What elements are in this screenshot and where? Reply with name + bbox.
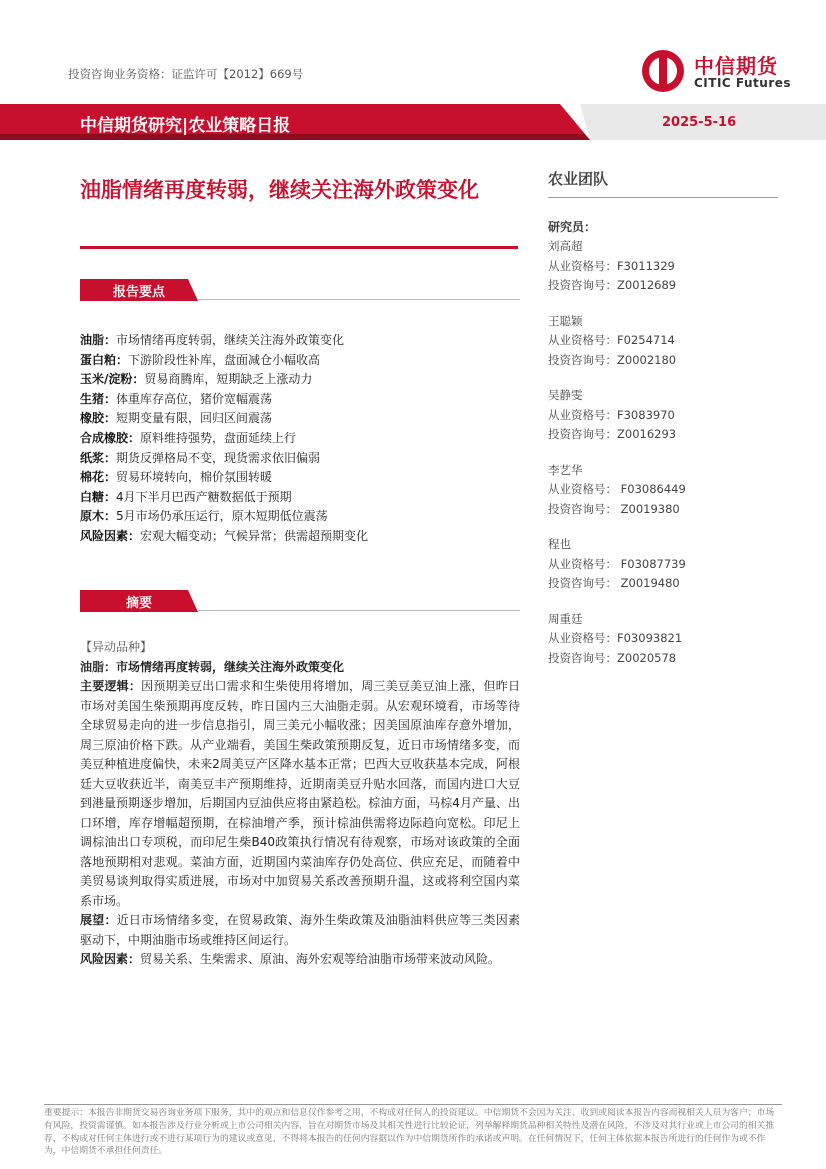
section-summary — [80, 590, 520, 612]
report-date: 2025-5-16 — [662, 115, 737, 130]
team-name: 农业团队 — [548, 170, 609, 188]
key-point-category: 蛋白粕： — [80, 352, 129, 367]
key-point-category: 生猪： — [80, 391, 117, 406]
summary-outlook — [80, 911, 520, 950]
analyst-cert: 从业资格号：F3083970 — [548, 407, 675, 422]
logic-text: 因预期美豆出口需求和生柴使用将增加，周三美豆美豆油上涨，但昨日市场对美国生柴预期再度反转，昨日国内三大油脂走弱。从宏观环境看，市场等待全球贸易走向的进一步信息指引，周三美元小幅收涨；因美国原油库存意外增加，周三原油价格下跌。从产业端看，美国生柴政策预期反复，近日市场情绪多变，而美豆种植进度偏快，未来2周美豆产区降水基本正常；巴西大豆收获基本完成，阿根廷大豆收获近半，南美豆丰产预期维持，近期南美豆升贴水回落，而国内进口大豆到港量预期逐步增加，后期国内豆油供应将由紧趋松。棕油方面，马棕4月产量、出口环增，库存增幅超预期，在棕油增产季，预计棕油供需将边际趋向宽松。印尼上调棕油出口专项税，而印尼生柴B40政策执行情况有待观察，市场对该政策的全面落地预期相对悲观。菜油方面，近期国内菜油库存仍处高位、供应充足，而随着中美贸易谈判取得实质进展，市场对中加贸易关系改善预期升温，这或将利空国内菜系市场。 — [80, 679, 520, 908]
risk-label: 风险因素： — [80, 952, 141, 966]
key-point-item — [80, 390, 520, 410]
key-point-category: 橡胶： — [80, 411, 117, 426]
key-point-item — [80, 429, 520, 449]
key-point-text: 体重库存高位，猪价宽幅震荡 — [116, 391, 273, 406]
key-point-item — [80, 449, 520, 469]
key-point-item — [80, 507, 520, 527]
analyst-consult: 投资咨询号：Z0016293 — [548, 427, 677, 441]
citic-seal-icon — [640, 48, 686, 94]
key-point-text: 5月市场仍承压运行，原木短期低位震荡 — [116, 509, 328, 524]
analyst-name: 王聪颖 — [548, 313, 583, 328]
footer-divider — [44, 1104, 782, 1105]
logic-label: 主要逻辑： — [80, 679, 142, 693]
key-point-category: 玉米/淀粉： — [80, 372, 145, 387]
summary-risk — [80, 950, 520, 970]
analyst-entry — [548, 386, 778, 445]
key-point-item — [80, 331, 520, 351]
summary-body — [80, 638, 520, 970]
key-point-text: 贸易商腾库，短期缺乏上涨动力 — [144, 372, 313, 387]
key-point-item — [80, 370, 520, 390]
analyst-entry — [548, 535, 778, 594]
sidebar-team — [548, 168, 778, 684]
analyst-consult: 投资咨询号：Z0012689 — [548, 278, 677, 292]
key-point-text: 期货反弹格局不变，现货需求依旧偏弱 — [116, 450, 321, 465]
section-summary-label: 摘要 — [125, 596, 152, 611]
analyst-name: 周重廷 — [548, 611, 583, 626]
analyst-cert: 从业资格号： F03087739 — [548, 556, 686, 571]
summary-tag: 【异动品种】 — [80, 640, 153, 654]
analyst-cert: 从业资格号：F3011329 — [548, 258, 675, 273]
section-underline — [198, 299, 520, 300]
analyst-entry — [548, 312, 778, 371]
outlook-label: 展望： — [80, 913, 117, 927]
analyst-name: 吴静雯 — [548, 388, 583, 402]
role-label: 研究员： — [548, 220, 597, 234]
analyst-entry — [548, 461, 778, 520]
logo-text-en: CITIC Futures — [694, 76, 792, 90]
key-point-text: 原料维持强势，盘面延续上行 — [140, 430, 297, 445]
key-point-category: 合成橡胶： — [80, 430, 141, 445]
disclaimer: 重要提示：本报告非期货交易咨询业务项下服务，其中的观点和信息仅作参考之用，不构成对任何人的投资建议。中信期货不会因为关注、收到或阅读本报告内容而视相关人员为客户；市场有风险，投资需谨慎。如本报告涉及行业分析或上市公司相关内容，旨在对期货市场及其相关性进行比较论证，列举解释期货品种相关特性及潜在风险，不涉及对其行业或上市公司的相关推荐，不构成对任何主体进行或不进行某项行为的建议或意见，不得将本报告的任何内容据以作为中信期货所作的承诺或声明。在任何情况下，任何主体依据本报告所进行的任何作为或不作为，中信期货不承担任何责任。 — [44, 1108, 775, 1157]
analyst-list — [548, 237, 778, 668]
key-point-category: 风险因素： — [80, 528, 141, 543]
key-point-category: 白糖： — [80, 489, 117, 504]
logo-text-cn: 中信期货 — [694, 54, 778, 78]
analyst-cert: 从业资格号： F03086449 — [548, 482, 686, 496]
analyst-name: 程也 — [548, 537, 571, 551]
analyst-consult: 投资咨询号： Z0019480 — [548, 576, 680, 590]
analyst-entry — [548, 610, 778, 669]
report-title: 油脂情绪再度转弱，继续关注海外政策变化 — [80, 178, 479, 202]
key-point-item — [80, 351, 520, 371]
banner-title: 中信期货研究|农业策略日报 — [80, 116, 291, 136]
key-point-item — [80, 468, 520, 488]
key-point-text: 宏观大幅变动；气候异常；供需超预期变化 — [140, 528, 369, 543]
company-logo — [640, 46, 810, 98]
key-point-text: 4月下半月巴西产糖数据低于预期 — [116, 489, 292, 504]
analyst-consult: 投资咨询号： Z0019380 — [548, 501, 680, 516]
license-number: 投资咨询业务资格：证监许可【2012】669号 — [68, 67, 304, 81]
outlook-text: 近日市场情绪多变，在贸易政策、海外生柴政策及油脂油料供应等三类因素驱动下，中期油脂市场或维持区间运行。 — [80, 913, 520, 947]
key-point-item — [80, 527, 520, 547]
team-divider — [548, 197, 778, 198]
key-point-text: 下游阶段性补库，盘面减仓小幅收高 — [128, 352, 321, 367]
key-point-item — [80, 488, 520, 508]
section-key-points — [80, 279, 520, 301]
summary-logic — [80, 677, 520, 911]
key-point-text: 贸易环境转向，棉价氛围转暖 — [116, 470, 273, 485]
key-point-text: 市场情绪再度转弱，继续关注海外政策变化 — [116, 333, 345, 347]
key-point-item — [80, 409, 520, 429]
key-point-category: 原木： — [80, 509, 117, 524]
key-point-category: 棉花： — [80, 470, 117, 485]
report-banner — [0, 104, 826, 140]
analyst-consult: 投资咨询号：Z0020578 — [548, 650, 677, 665]
risk-text: 贸易关系、生柴需求、原油、海外宏观等给油脂市场带来波动风险。 — [140, 952, 501, 966]
section-key-points-label: 报告要点 — [112, 285, 165, 300]
key-points-list — [80, 331, 520, 547]
analyst-consult: 投资咨询号：Z0002180 — [548, 352, 677, 367]
analyst-entry — [548, 237, 778, 296]
section-underline — [198, 610, 520, 611]
key-point-category: 油脂： — [80, 333, 117, 347]
key-point-category: 纸浆： — [80, 450, 117, 465]
analyst-cert: 从业资格号：F0254714 — [548, 333, 675, 347]
summary-headline: 油脂：市场情绪再度转弱，继续关注海外政策变化 — [80, 659, 345, 674]
analyst-name: 刘高超 — [548, 239, 583, 253]
title-divider — [80, 246, 518, 249]
key-point-text: 短期变量有限，回归区间震荡 — [116, 411, 273, 426]
analyst-name: 李艺华 — [548, 462, 583, 477]
analyst-cert: 从业资格号：F03093821 — [548, 631, 683, 645]
